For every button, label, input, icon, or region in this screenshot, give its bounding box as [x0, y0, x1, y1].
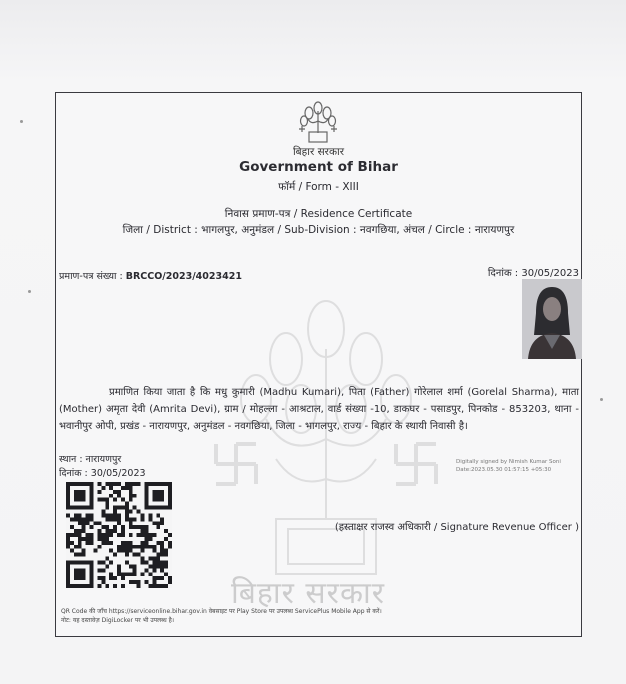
digital-signature-info: [456, 458, 561, 474]
circle-value: नारायणपुर: [474, 224, 515, 236]
verification-note: [61, 607, 461, 625]
issue-date: दिनांक : 30/05/2023: [59, 468, 146, 479]
speck: [28, 290, 31, 293]
certificate-number-value: BRCCO/2023/4023421: [125, 271, 242, 282]
certificate-number-label: प्रमाण-पत्र संख्या :: [59, 271, 126, 282]
district-line: [56, 223, 581, 237]
watermark-text: बिहार सरकार: [231, 576, 386, 611]
issue-date-top: दिनांक : 30/05/2023: [487, 268, 579, 279]
verification-note-line2: नोट: यह दस्तावेज़ DigiLocker पर भी उपलब्ध है।: [61, 617, 175, 624]
certificate-body-text: प्रमाणित किया जाता है कि मधु कुमारी (Madhu Kumari), पिता (Father) गोरेलाल शर्मा (Gorelal Sharma), माता (Mother) अमृता देवी (Amrita Devi), ग्राम / मोहल्ला - आश्रटाल, वार्ड संख्या -10, डाकघर - पसाडपुर, पिनकोड - 853203, थाना - भवानीपुर ओपी, प्रखंड - नारायणपुर, अनुमंडल - नवगछिया, जिला - भागलपुर, राज्य - बिहार के स्थायी निवासी है।: [59, 387, 579, 432]
speck: [20, 120, 23, 123]
district-value: भागलपुर,: [201, 224, 242, 236]
issue-place: स्थान : नारायणपुर: [59, 454, 122, 465]
form-number: फॉर्म / Form - XIII: [278, 181, 359, 193]
government-title: Government of Bihar: [239, 159, 398, 175]
digital-sign-date: Date:2023.05.30 01:57:15 +05:30: [456, 467, 552, 473]
subdivision-value: नवगछिया,: [359, 224, 404, 236]
subdivision-label: अनुमंडल / Sub-Division :: [241, 224, 360, 236]
certificate-title-hindi: निवास प्रमाण-पत्र /: [224, 208, 301, 220]
bihar-emblem-icon: [296, 99, 340, 145]
signature-revenue-officer: (हस्ताक्षर राजस्व अधिकारी / Signature Revenue Officer ): [334, 522, 579, 533]
certificate-frame: [55, 92, 582, 637]
qr-code: [65, 482, 173, 588]
speck: [600, 398, 603, 401]
applicant-photo: [522, 279, 582, 359]
district-label: जिला / District :: [122, 224, 202, 236]
state-name-hindi: बिहार सरकार: [292, 146, 345, 158]
circle-label: अंचल / Circle :: [403, 224, 475, 236]
certificate-body: [59, 384, 579, 435]
verification-note-line1: QR Code की जाँच https://serviceonline.bihar.gov.in वेबसाइट पर Play Store पर उपलब्ध ServicePlus Mobile App से करें।: [61, 608, 382, 615]
digital-signer: Digitally signed by Nimish Kumar Soni: [456, 459, 561, 465]
person-photo-icon: [522, 279, 582, 359]
bodhi-tree-watermark-icon: [206, 289, 446, 619]
certificate-title: [56, 207, 581, 221]
certificate-number: [59, 269, 242, 282]
certificate-title-en: Residence Certificate: [300, 208, 413, 220]
